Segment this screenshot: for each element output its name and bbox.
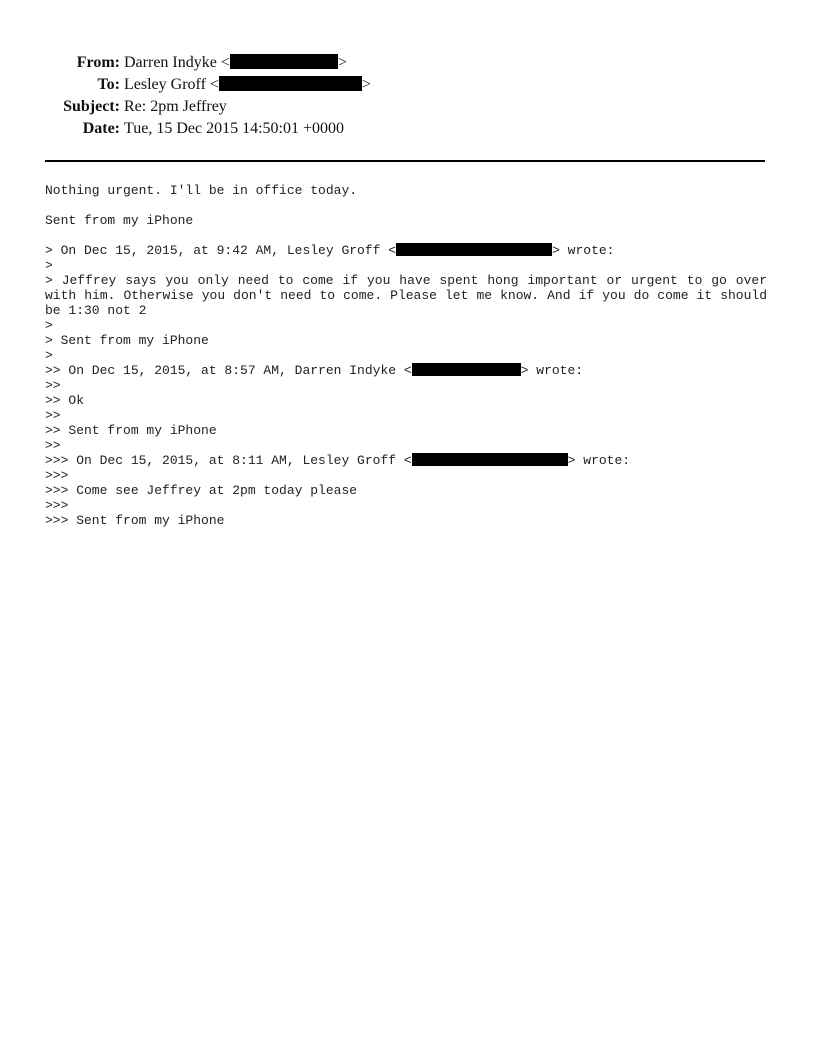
from-close: >: [337, 54, 347, 71]
header-divider: [45, 160, 765, 162]
blank-line: [45, 228, 767, 243]
date-label: Date:: [82, 120, 120, 137]
quote-line: >>>: [45, 468, 69, 483]
quote-line: >>: [45, 438, 61, 453]
quote2-text: >> Ok: [45, 393, 85, 408]
to-value: [124, 74, 371, 96]
quote3-attribution-suffix: > wrote:: [567, 453, 631, 468]
quote3-text: >>> Come see Jeffrey at 2pm today please: [45, 483, 358, 498]
quote-line: >: [45, 258, 53, 273]
email-header: [0, 52, 816, 140]
from-label: From:: [76, 54, 120, 71]
to-name: Lesley Groff <: [124, 76, 219, 93]
quote2-attribution-suffix: > wrote:: [520, 363, 584, 378]
redacted-from-email: [230, 54, 338, 69]
to-row: [0, 74, 816, 96]
quote-line: >: [45, 318, 53, 333]
quote2-attribution: [45, 363, 767, 378]
quote1-attribution-prefix: > On Dec 15, 2015, at 9:42 AM, Lesley Groff <: [45, 243, 397, 258]
quote3-attribution: [45, 453, 767, 468]
quote3-attribution-prefix: >>> On Dec 15, 2015, at 8:11 AM, Lesley Groff <: [45, 453, 412, 468]
quote2-signature: >> Sent from my iPhone: [45, 423, 217, 438]
redacted-email: [412, 363, 521, 376]
from-row: [0, 52, 816, 74]
quote-line: >>>: [45, 498, 69, 513]
from-name: Darren Indyke <: [124, 54, 230, 71]
subject-label: Subject:: [63, 98, 120, 115]
quote-line: >>: [45, 408, 61, 423]
quote3-signature: >>> Sent from my iPhone: [45, 513, 225, 528]
subject-row: [0, 96, 816, 118]
email-body: [45, 183, 775, 528]
redacted-email: [396, 243, 552, 256]
quote2-attribution-prefix: >> On Dec 15, 2015, at 8:57 AM, Darren Indyke <: [45, 363, 412, 378]
quote1-attribution-suffix: > wrote:: [552, 243, 615, 258]
from-value: [124, 52, 347, 74]
date-value: Tue, 15 Dec 2015 14:50:01 +0000: [124, 120, 344, 137]
to-label: To:: [97, 76, 120, 93]
date-row: [0, 118, 816, 140]
quote-line: >>: [45, 378, 61, 393]
to-close: >: [361, 76, 371, 93]
quote1-signature: > Sent from my iPhone: [45, 333, 209, 348]
quote1-text: > Jeffrey says you only need to come if you have spent hong important or urgent to go over with him. Otherwise you don't need to come. Please let me know. And if you do come it should be 1:30 not 2: [45, 273, 775, 318]
blank-line: [45, 198, 767, 213]
signature-line: Sent from my iPhone: [45, 213, 194, 228]
body-line: Nothing urgent. I'll be in office today.: [45, 183, 358, 198]
quote1-attribution: [45, 243, 767, 258]
quote-line: >: [45, 348, 53, 363]
subject-value: Re: 2pm Jeffrey: [124, 98, 227, 115]
redacted-email: [412, 453, 568, 466]
redacted-to-email: [219, 76, 362, 91]
